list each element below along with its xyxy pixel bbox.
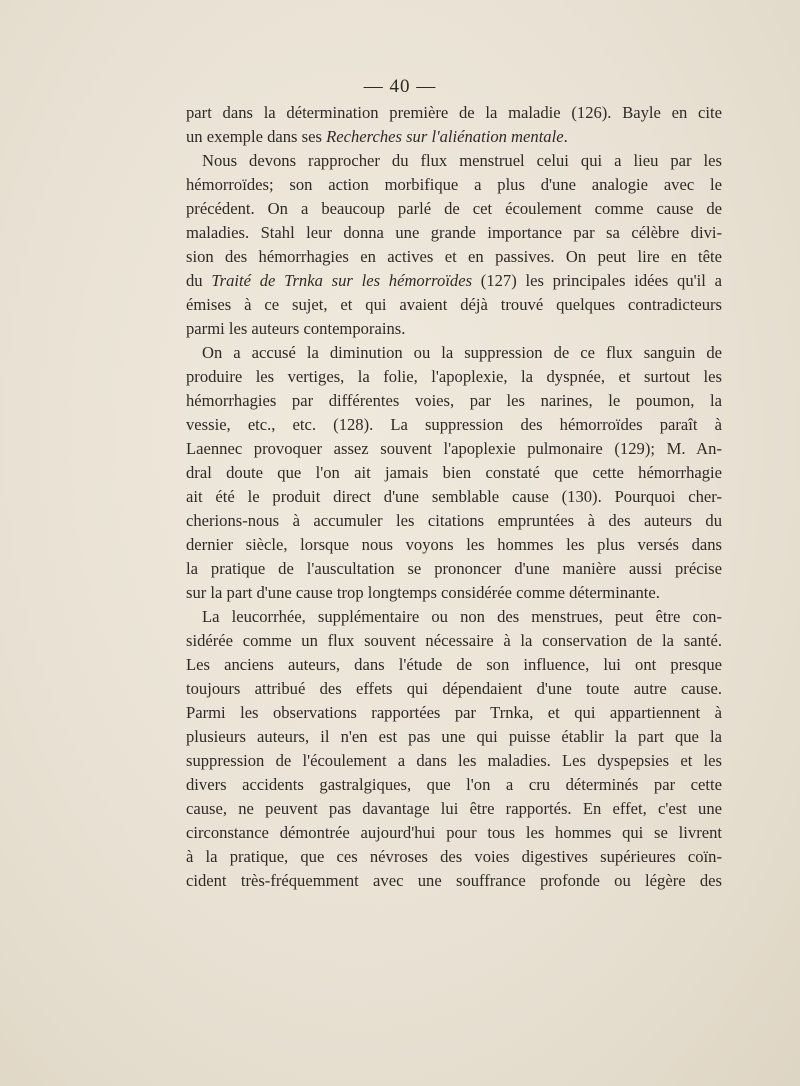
- text-line: dral doute que l'on ait jamais bien constaté que cette hémorrhagie: [186, 463, 722, 482]
- text-line: On a accusé la diminution ou la suppression de ce flux sanguin de: [202, 343, 722, 362]
- text-line: la pratique de l'auscultation se prononcer d'une manière aussi précise: [186, 559, 722, 578]
- text-line: dernier siècle, lorsque nous voyons les hommes les plus versés dans: [186, 535, 722, 554]
- text-line: sur la part d'une cause trop longtemps considérée comme déterminante.: [186, 583, 660, 602]
- text-line: émises à ce sujet, et qui avaient déjà trouvé quelques contradicteurs: [186, 295, 722, 314]
- text-line: cident très-fréquemment avec une souffrance profonde ou légère des: [186, 871, 722, 890]
- text-line: Nous devons rapprocher du flux menstruel celui qui a lieu par les: [202, 151, 722, 170]
- text-line: parmi les auteurs contemporains.: [186, 319, 406, 338]
- text-line: maladies. Stahl leur donna une grande importance par sa célèbre divi-: [186, 223, 722, 242]
- text-line: Les anciens auteurs, dans l'étude de son influence, lui ont presque: [186, 655, 722, 674]
- text-line: vessie, etc., etc. (128). La suppression des hémorroïdes paraît à: [186, 415, 722, 434]
- text-line: suppression de l'écoulement a dans les maladies. Les dyspepsies et les: [186, 751, 722, 770]
- text-line: un exemple dans ses Recherches sur l'aliénation mentale.: [186, 127, 568, 146]
- text-line: Parmi les observations rapportées par Trnka, et qui appartiennent à: [186, 703, 722, 722]
- text-line: ait été le produit direct d'une semblable cause (130). Pourquoi cher-: [186, 487, 722, 506]
- body-text: [186, 101, 722, 893]
- text-line: sion des hémorrhagies en actives et en passives. On peut lire en tête: [186, 247, 722, 266]
- text-line: plusieurs auteurs, il n'en est pas une qui puisse établir la part que la: [186, 727, 722, 746]
- text-line: toujours attribué des effets qui dépendaient d'une toute autre cause.: [186, 679, 722, 698]
- text-line: cherions-nous à accumuler les citations empruntées à des auteurs du: [186, 511, 722, 530]
- text-line: circonstance démontrée aujourd'hui pour tous les hommes qui se livrent: [186, 823, 722, 842]
- text-line: La leucorrhée, supplémentaire ou non des menstrues, peut être con-: [202, 607, 722, 626]
- text-line: hémorroïdes; son action morbifique a plus d'une analogie avec le: [186, 175, 722, 194]
- text-line: hémorrhagies par différentes voies, par les narines, le poumon, la: [186, 391, 722, 410]
- text-line: précédent. On a beaucoup parlé de cet écoulement comme cause de: [186, 199, 722, 218]
- text-line: cause, ne peuvent pas davantage lui être rapportés. En effet, c'est une: [186, 799, 722, 818]
- text-line: du Traité de Trnka sur les hémorroïdes (127) les principales idées qu'il a: [186, 271, 722, 290]
- text-line: divers accidents gastralgiques, que l'on a cru déterminés par cette: [186, 775, 722, 794]
- text-line: part dans la détermination première de la maladie (126). Bayle en cite: [186, 103, 722, 122]
- text-line: produire les vertiges, la folie, l'apoplexie, la dyspnée, et surtout les: [186, 367, 722, 386]
- page-number: — 40 —: [363, 76, 437, 97]
- text-line: sidérée comme un flux souvent nécessaire à la conservation de la santé.: [186, 631, 722, 650]
- text-line: Laennec provoquer assez souvent l'apoplexie pulmonaire (129); M. An-: [186, 439, 722, 458]
- text-line: à la pratique, que ces névroses des voies digestives supérieures coïn-: [186, 847, 722, 866]
